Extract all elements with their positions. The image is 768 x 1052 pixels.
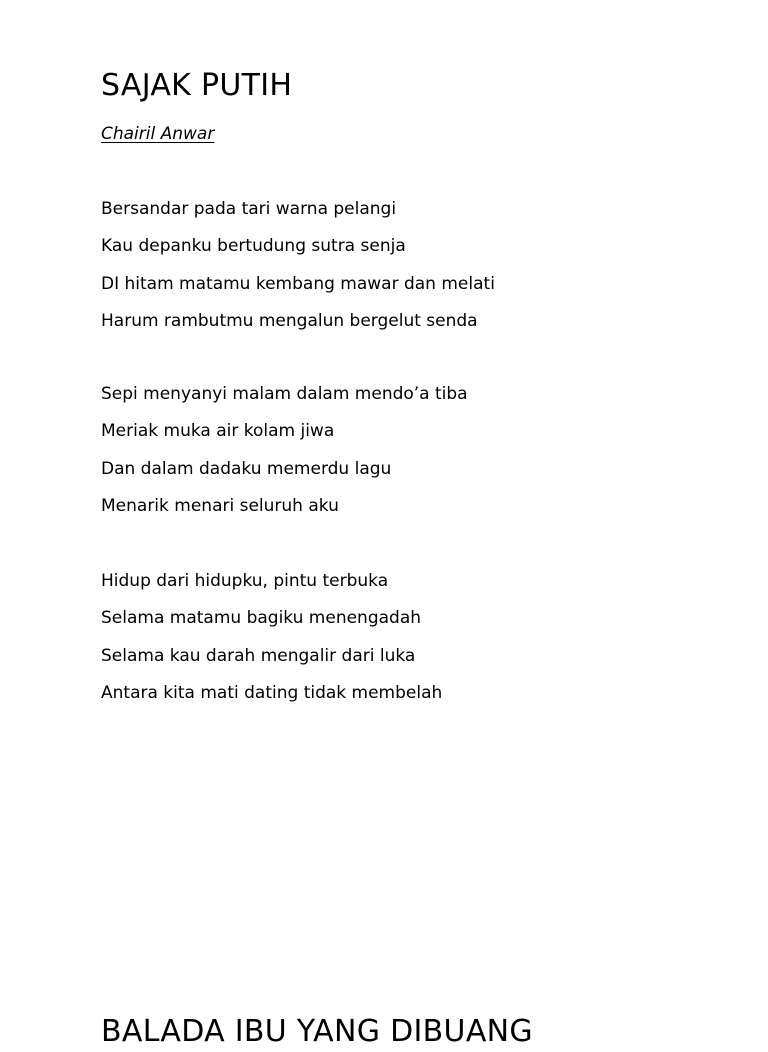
poem-line: Selama kau darah mengalir dari luka bbox=[101, 645, 416, 666]
poem-line: Antara kita mati dating tidak membelah bbox=[101, 682, 443, 703]
poem-line: Selama matamu bagiku menengadah bbox=[101, 608, 422, 629]
poem-line: Meriak muka air kolam jiwa bbox=[101, 421, 335, 442]
stanza-1 bbox=[101, 198, 495, 347]
poem-line: Hidup dari hidupku, pintu terbuka bbox=[101, 571, 389, 591]
poem-author: Chairil Anwar bbox=[101, 124, 215, 144]
poem-line: Sepi menyanyi malam dalam mendo’a tiba bbox=[101, 384, 468, 404]
poem-line: Bersandar pada tari warna pelangi bbox=[101, 199, 397, 219]
poem-title: SAJAK PUTIH bbox=[101, 68, 293, 103]
poem-line: Kau depanku bertudung sutra senja bbox=[101, 236, 406, 257]
next-poem-title: BALADA IBU YANG DIBUANG bbox=[101, 1014, 533, 1049]
poem-line: Dan dalam dadaku memerdu lagu bbox=[101, 458, 392, 479]
stanza-2 bbox=[101, 383, 468, 532]
poem-line: DI hitam matamu kembang mawar dan melati bbox=[101, 273, 495, 294]
poem-line: Menarik menari seluruh aku bbox=[101, 495, 339, 516]
poem-line: Harum rambutmu mengalun bergelut senda bbox=[101, 310, 478, 331]
stanza-3 bbox=[101, 570, 442, 719]
